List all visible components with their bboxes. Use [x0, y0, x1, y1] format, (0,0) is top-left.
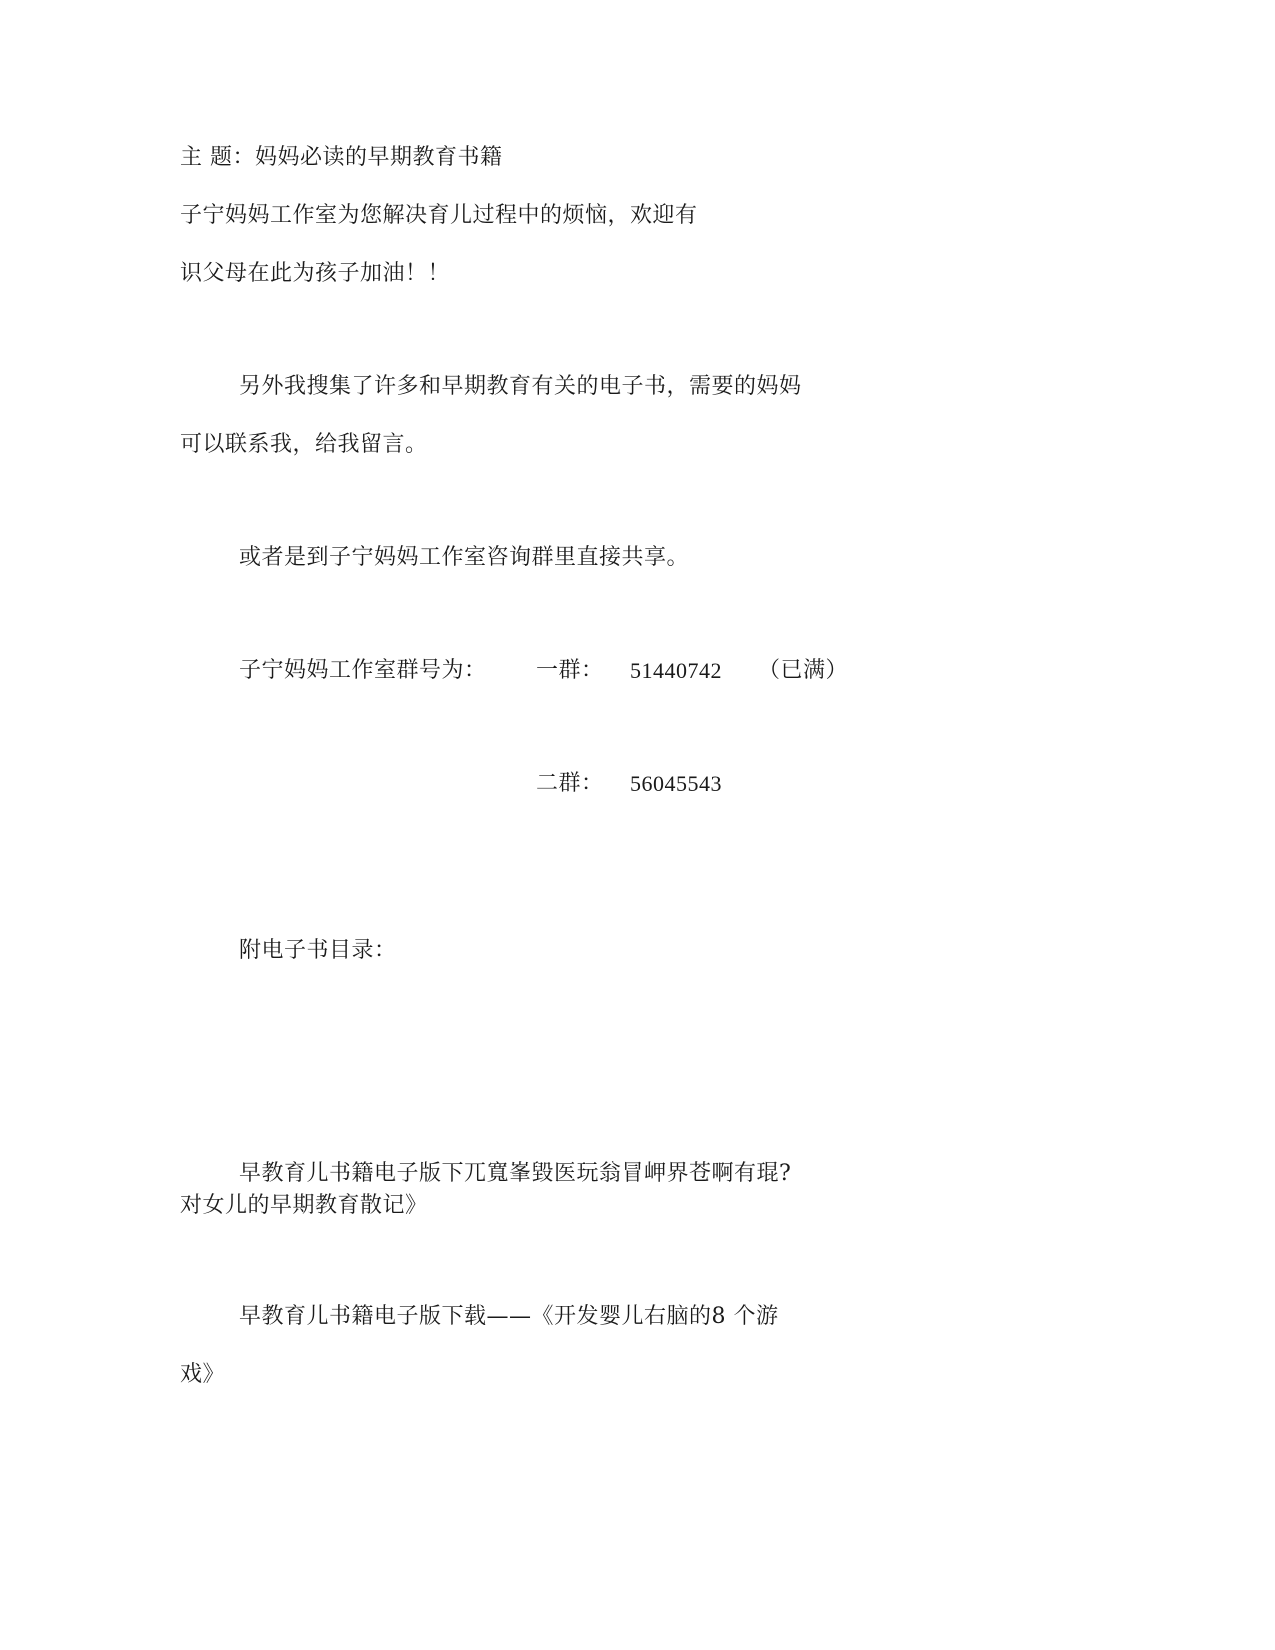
- group-1-note: （已满）: [758, 658, 849, 683]
- subject-text: 妈妈必读的早期教育书籍: [255, 145, 503, 170]
- catalog-item-1-line-1: 早教育儿书籍电子版下兀寬峯毀医玩翁冒岬界苍啊有琨?: [239, 1161, 792, 1186]
- catalog-item-2-line-2: 戏》: [180, 1362, 226, 1387]
- subject-label: 主 题：: [180, 145, 255, 170]
- catalog-item-1-line-2: 对女儿的早期教育散记》: [180, 1193, 428, 1218]
- intro-line-2: 识父母在此为孩子加油！！: [180, 261, 451, 286]
- catalog-label: 附电子书目录：: [239, 938, 397, 963]
- paragraph-1-line-1: 另外我搜集了许多和早期教育有关的电子书，需要的妈妈: [239, 374, 802, 399]
- catalog-item-2-line-1: 早教育儿书籍电子版下载——《开发婴儿右脑的8 个游: [239, 1304, 779, 1329]
- group-2-number: 56045543: [630, 771, 722, 796]
- group-2-name: 二群：: [536, 771, 604, 796]
- groups-label: 子宁妈妈工作室群号为：: [239, 658, 487, 683]
- group-1-number: 51440742: [630, 658, 722, 683]
- paragraph-1-line-2: 可以联系我，给我留言。: [180, 432, 428, 457]
- group-1-name: 一群：: [536, 658, 604, 683]
- intro-line-1: 子宁妈妈工作室为您解决育儿过程中的烦恼，欢迎有: [180, 203, 698, 228]
- paragraph-2: 或者是到子宁妈妈工作室咨询群里直接共享。: [239, 545, 690, 570]
- subject-line: [180, 144, 503, 172]
